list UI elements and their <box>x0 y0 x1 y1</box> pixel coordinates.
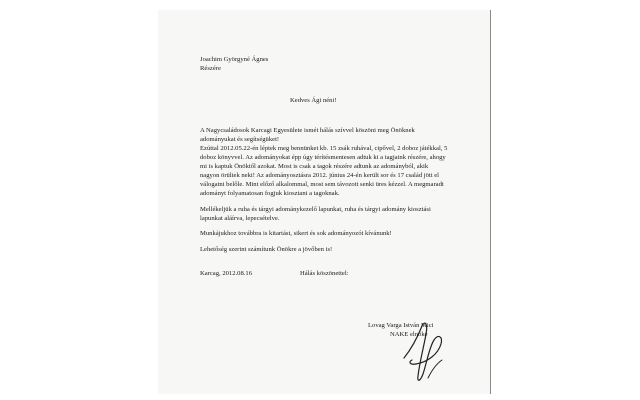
page-edge-right <box>490 10 491 394</box>
body-p4: Munkájukhoz továbbra is kitartást, sikert és sok adományozót kívánunk! <box>200 230 392 237</box>
body-p3-line2: lapunkat aláírva, lepecsételve. <box>200 215 280 222</box>
body-p2-line5: válogatni belőle. Mint előző alkalommal, most sem távozott senki üres kézzel. A megmaradt <box>200 181 444 188</box>
body-p2-line6: adományt folyamatosan fogjuk kiosztani a tagoknak. <box>200 190 340 197</box>
signatory-title: NAKE elnöke <box>390 331 428 338</box>
body-p1-line2: adományukat és segítségüket! <box>200 136 280 143</box>
body-p2-line1: Ezúttal 2012.05.22-én léptek meg bennünket kb. 15 zsák ruhával, cipővel, 2 doboz játékkal, 5 <box>200 145 448 152</box>
body-p5: Lehetőség szerint számítunk Önökre a jövőben is! <box>200 246 333 253</box>
signatory-name: Lovag Varga István Mici <box>368 322 434 329</box>
recipient-name: Joachim Györgyné Ágnes <box>200 56 269 63</box>
body-p3-line1: Mellékeljük a ruha és tárgyi adománykezelő lapunkat, ruha és tárgyi adomány kiosztási <box>200 206 431 213</box>
body-p2-line3: mi is kaptuk Önöktől azokat. Most is csak a tagok részére adtunk az adományból, akik <box>200 163 429 170</box>
body-p2-line2: doboz könyvvel. Az adományokat épp úgy térítésmentesen adtuk ki a tagjaink részére, ahogy <box>200 154 446 161</box>
body-p1-line1: A Nagycsaládosok Karcagi Egyesülete ismét hálás szívvel köszöni meg Önöknek <box>200 127 415 134</box>
closing: Hálás köszönettel: <box>300 270 349 277</box>
greeting: Kedves Ági néni! <box>290 97 337 104</box>
body-p2-line4: nagyon örültek neki! Az adományosztásra 2012. június 24-én került sor és 17 család jött el <box>200 172 439 179</box>
place-date: Karcag, 2012.08.16 <box>200 270 253 277</box>
recipient-attention: Részére <box>200 65 221 72</box>
